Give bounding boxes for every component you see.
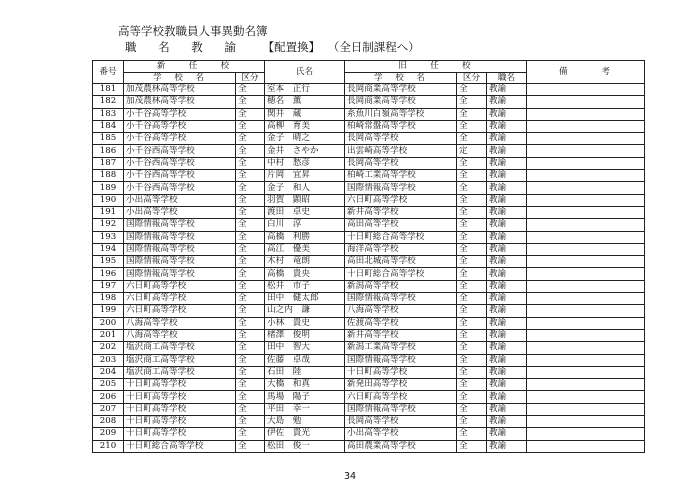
old-job-title: 教諭 [487, 243, 527, 255]
new-school-name: 六日町高等学校 [124, 305, 236, 317]
new-division: 全 [236, 206, 265, 218]
row-number: 192 [93, 219, 124, 231]
remarks-cell [527, 293, 645, 305]
document-title: 高等学校教職員人事異動名簿 [118, 24, 268, 38]
old-division: 全 [457, 170, 487, 182]
new-division: 全 [236, 354, 265, 366]
new-division: 全 [236, 170, 265, 182]
new-division: 全 [236, 329, 265, 341]
old-division: 全 [457, 391, 487, 403]
teacher-name: 金井 さやか [265, 145, 345, 157]
old-job-title: 教諭 [487, 145, 527, 157]
new-school-name: 十日町高等学校 [124, 403, 236, 415]
row-number: 193 [93, 231, 124, 243]
old-job-title: 教諭 [487, 391, 527, 403]
table-row [93, 293, 645, 305]
row-number: 202 [93, 342, 124, 354]
teacher-name: 大橋 和真 [265, 379, 345, 391]
row-number: 209 [93, 428, 124, 440]
row-number: 197 [93, 280, 124, 292]
new-school-name: 小千谷高等学校 [124, 133, 236, 145]
old-division: 全 [457, 416, 487, 428]
remarks-cell [527, 219, 645, 231]
row-number: 200 [93, 317, 124, 329]
old-job-title: 教諭 [487, 403, 527, 415]
table-row [93, 268, 645, 280]
document-subtitle [125, 39, 420, 55]
old-school-name: 糸魚川白嶺高等学校 [345, 108, 457, 120]
old-division: 全 [457, 96, 487, 108]
new-school-name: 小出高等学校 [124, 194, 236, 206]
table-row [93, 96, 645, 108]
old-division: 全 [457, 120, 487, 132]
old-job-title: 教諭 [487, 231, 527, 243]
new-division: 全 [236, 416, 265, 428]
new-school-name: 十日町高等学校 [124, 416, 236, 428]
old-school-name: 新井高等学校 [345, 206, 457, 218]
old-division: 全 [457, 243, 487, 255]
new-division: 全 [236, 256, 265, 268]
remarks-cell [527, 170, 645, 182]
teacher-name: 中村 愁彦 [265, 157, 345, 169]
remarks-cell [527, 84, 645, 96]
teacher-name: 田中 智大 [265, 342, 345, 354]
new-school-name: 加茂農林高等学校 [124, 84, 236, 96]
header-name: 氏名 [265, 61, 345, 84]
personnel-transfer-table [92, 60, 645, 453]
table-row [93, 329, 645, 341]
header-old-post: 旧 任 校 [345, 61, 527, 73]
old-division: 全 [457, 317, 487, 329]
teacher-name: 高柳 育美 [265, 120, 345, 132]
old-division: 全 [457, 354, 487, 366]
remarks-cell [527, 231, 645, 243]
row-number: 198 [93, 293, 124, 305]
table-row [93, 391, 645, 403]
table-row [93, 194, 645, 206]
new-division: 全 [236, 268, 265, 280]
old-division: 全 [457, 428, 487, 440]
new-division: 全 [236, 182, 265, 194]
old-school-name: 佐渡高等学校 [345, 317, 457, 329]
old-job-title: 教諭 [487, 293, 527, 305]
row-number: 188 [93, 170, 124, 182]
header-number: 番号 [93, 61, 124, 84]
remarks-cell [527, 206, 645, 218]
remarks-cell [527, 391, 645, 403]
old-job-title: 教諭 [487, 194, 527, 206]
new-division: 全 [236, 403, 265, 415]
new-school-name: 八海高等学校 [124, 317, 236, 329]
table-row [93, 305, 645, 317]
table-row [93, 170, 645, 182]
old-job-title: 教諭 [487, 206, 527, 218]
table-row [93, 133, 645, 145]
new-division: 全 [236, 440, 265, 452]
old-job-title: 教諭 [487, 379, 527, 391]
new-division: 全 [236, 157, 265, 169]
remarks-cell [527, 243, 645, 255]
old-school-name: 六日町高等学校 [345, 194, 457, 206]
new-school-name: 塩沢商工高等学校 [124, 354, 236, 366]
new-division: 全 [236, 243, 265, 255]
remarks-cell [527, 182, 645, 194]
new-school-name: 六日町高等学校 [124, 280, 236, 292]
new-division: 全 [236, 305, 265, 317]
remarks-cell [527, 133, 645, 145]
teacher-name: 大島 勉 [265, 416, 345, 428]
new-school-name: 国際情報高等学校 [124, 256, 236, 268]
old-school-name: 六日町高等学校 [345, 391, 457, 403]
new-division: 全 [236, 133, 265, 145]
new-division: 全 [236, 145, 265, 157]
row-number: 201 [93, 329, 124, 341]
teacher-name: 関井 蔵 [265, 108, 345, 120]
table-row [93, 317, 645, 329]
header-old-division: 区分 [457, 72, 487, 84]
teacher-name: 片岡 宜昇 [265, 170, 345, 182]
old-division: 全 [457, 379, 487, 391]
row-number: 207 [93, 403, 124, 415]
old-job-title: 教諭 [487, 280, 527, 292]
remarks-cell [527, 145, 645, 157]
course-category-label: （全日制課程へ） [327, 40, 420, 54]
teacher-name: 松井 市子 [265, 280, 345, 292]
old-division: 全 [457, 293, 487, 305]
old-job-title: 教諭 [487, 256, 527, 268]
remarks-cell [527, 280, 645, 292]
new-school-name: 国際情報高等学校 [124, 231, 236, 243]
table-row [93, 157, 645, 169]
old-job-title: 教諭 [487, 268, 527, 280]
old-school-name: 長岡商業高等学校 [345, 84, 457, 96]
old-school-name: 八海高等学校 [345, 305, 457, 317]
remarks-cell [527, 317, 645, 329]
new-division: 全 [236, 231, 265, 243]
remarks-cell [527, 329, 645, 341]
remarks-cell [527, 440, 645, 452]
teacher-name: 白川 淳 [265, 219, 345, 231]
table-row [93, 243, 645, 255]
teacher-name: 佐藤 卓哉 [265, 354, 345, 366]
new-school-name: 小千谷西高等学校 [124, 182, 236, 194]
teacher-name: 伊佐 貴光 [265, 428, 345, 440]
new-school-name: 十日町総合高等学校 [124, 440, 236, 452]
row-number: 181 [93, 84, 124, 96]
new-division: 全 [236, 280, 265, 292]
new-school-name: 国際情報高等学校 [124, 268, 236, 280]
old-division: 全 [457, 231, 487, 243]
old-school-name: 小出高等学校 [345, 428, 457, 440]
role-label: 職 名 教 諭 [125, 40, 245, 54]
row-number: 206 [93, 391, 124, 403]
old-division: 全 [457, 219, 487, 231]
teacher-name: 松田 俊一 [265, 440, 345, 452]
old-school-name: 十日町高等学校 [345, 366, 457, 378]
old-job-title: 教諭 [487, 428, 527, 440]
header-new-post: 新 任 校 [124, 61, 265, 73]
old-school-name: 長岡高等学校 [345, 157, 457, 169]
table-row [93, 182, 645, 194]
remarks-cell [527, 268, 645, 280]
teacher-name: 羽賀 顕昭 [265, 194, 345, 206]
remarks-cell [527, 96, 645, 108]
old-division: 全 [457, 280, 487, 292]
old-school-name: 長岡高等学校 [345, 133, 457, 145]
old-division: 全 [457, 440, 487, 452]
new-school-name: 小千谷西高等学校 [124, 145, 236, 157]
new-division: 全 [236, 379, 265, 391]
row-number: 195 [93, 256, 124, 268]
table-row [93, 416, 645, 428]
old-division: 全 [457, 108, 487, 120]
teacher-name: 高橋 貴央 [265, 268, 345, 280]
row-number: 184 [93, 120, 124, 132]
old-school-name: 国際情報高等学校 [345, 354, 457, 366]
new-division: 全 [236, 219, 265, 231]
header-old-school-name: 学 校 名 [345, 72, 457, 84]
new-division: 全 [236, 194, 265, 206]
remarks-cell [527, 403, 645, 415]
old-job-title: 教諭 [487, 219, 527, 231]
old-division: 全 [457, 305, 487, 317]
table-row [93, 206, 645, 218]
old-school-name: 新潟工業高等学校 [345, 342, 457, 354]
table-row [93, 145, 645, 157]
old-school-name: 国際情報高等学校 [345, 182, 457, 194]
row-number: 204 [93, 366, 124, 378]
old-division: 全 [457, 206, 487, 218]
table-row [93, 108, 645, 120]
teacher-name: 高江 優美 [265, 243, 345, 255]
old-job-title: 教諭 [487, 329, 527, 341]
new-school-name: 十日町高等学校 [124, 379, 236, 391]
old-job-title: 教諭 [487, 354, 527, 366]
old-school-name: 柏崎常盤高等学校 [345, 120, 457, 132]
row-number: 185 [93, 133, 124, 145]
new-school-name: 国際情報高等学校 [124, 243, 236, 255]
old-school-name: 十日町総合高等学校 [345, 268, 457, 280]
old-school-name: 高田北城高等学校 [345, 256, 457, 268]
table-row [93, 440, 645, 452]
new-school-name: 六日町高等学校 [124, 293, 236, 305]
teacher-name: 馬場 陽子 [265, 391, 345, 403]
row-number: 199 [93, 305, 124, 317]
old-school-name: 出雲崎高等学校 [345, 145, 457, 157]
old-job-title: 教諭 [487, 157, 527, 169]
table-row [93, 280, 645, 292]
header-new-division: 区分 [236, 72, 265, 84]
teacher-name: 小林 貴史 [265, 317, 345, 329]
table-row [93, 379, 645, 391]
teacher-name: 穂名 薫 [265, 96, 345, 108]
teacher-name: 山之内 謙 [265, 305, 345, 317]
remarks-cell [527, 157, 645, 169]
new-school-name: 十日町高等学校 [124, 391, 236, 403]
old-division: 全 [457, 194, 487, 206]
row-number: 190 [93, 194, 124, 206]
new-division: 全 [236, 84, 265, 96]
remarks-cell [527, 428, 645, 440]
old-division: 全 [457, 342, 487, 354]
table-row [93, 219, 645, 231]
teacher-name: 高橋 利勝 [265, 231, 345, 243]
page-number: 34 [343, 471, 357, 482]
table-row [93, 84, 645, 96]
old-school-name: 高田高等学校 [345, 219, 457, 231]
new-division: 全 [236, 342, 265, 354]
old-job-title: 教諭 [487, 84, 527, 96]
teacher-name: 石田 陸 [265, 366, 345, 378]
remarks-cell [527, 354, 645, 366]
old-job-title: 教諭 [487, 96, 527, 108]
remarks-cell [527, 305, 645, 317]
table-row [93, 231, 645, 243]
table-row [93, 403, 645, 415]
old-division: 全 [457, 133, 487, 145]
teacher-name: 楮澤 俊明 [265, 329, 345, 341]
old-division: 全 [457, 157, 487, 169]
row-number: 205 [93, 379, 124, 391]
new-school-name: 加茂農林高等学校 [124, 96, 236, 108]
new-school-name: 小千谷西高等学校 [124, 157, 236, 169]
teacher-name: 金子 晴之 [265, 133, 345, 145]
new-school-name: 八海高等学校 [124, 329, 236, 341]
old-job-title: 教諭 [487, 416, 527, 428]
remarks-cell [527, 256, 645, 268]
old-division: 全 [457, 268, 487, 280]
old-job-title: 教諭 [487, 317, 527, 329]
old-job-title: 教諭 [487, 120, 527, 132]
old-school-name: 柏崎工業高等学校 [345, 170, 457, 182]
new-division: 全 [236, 428, 265, 440]
row-number: 208 [93, 416, 124, 428]
row-number: 186 [93, 145, 124, 157]
new-school-name: 塩沢商工高等学校 [124, 366, 236, 378]
new-school-name: 小千谷西高等学校 [124, 170, 236, 182]
remarks-cell [527, 194, 645, 206]
new-division: 全 [236, 293, 265, 305]
new-division: 全 [236, 391, 265, 403]
remarks-cell [527, 342, 645, 354]
new-school-name: 塩沢商工高等学校 [124, 342, 236, 354]
old-school-name: 国際情報高等学校 [345, 403, 457, 415]
remarks-cell [527, 120, 645, 132]
new-school-name: 国際情報高等学校 [124, 219, 236, 231]
old-job-title: 教諭 [487, 366, 527, 378]
old-division: 全 [457, 329, 487, 341]
teacher-name: 室本 正行 [265, 84, 345, 96]
old-job-title: 教諭 [487, 440, 527, 452]
row-number: 210 [93, 440, 124, 452]
header-old-title: 職名 [487, 72, 527, 84]
row-number: 189 [93, 182, 124, 194]
new-division: 全 [236, 96, 265, 108]
row-number: 191 [93, 206, 124, 218]
new-division: 全 [236, 317, 265, 329]
old-school-name: 新発田高等学校 [345, 379, 457, 391]
teacher-name: 平田 幸一 [265, 403, 345, 415]
old-school-name: 国際情報高等学校 [345, 293, 457, 305]
old-school-name: 長岡商業高等学校 [345, 96, 457, 108]
row-number: 196 [93, 268, 124, 280]
old-school-name: 海洋高等学校 [345, 243, 457, 255]
new-school-name: 小千谷高等学校 [124, 108, 236, 120]
new-school-name: 小出高等学校 [124, 206, 236, 218]
old-job-title: 教諭 [487, 170, 527, 182]
old-school-name: 長岡高等学校 [345, 416, 457, 428]
old-school-name: 十日町総合高等学校 [345, 231, 457, 243]
teacher-name: 木村 竜朗 [265, 256, 345, 268]
header-new-school-name: 学 校 名 [124, 72, 236, 84]
old-division: 定 [457, 145, 487, 157]
table-row [93, 342, 645, 354]
teacher-name: 田中 健太郎 [265, 293, 345, 305]
remarks-cell [527, 416, 645, 428]
remarks-cell [527, 379, 645, 391]
table-row [93, 120, 645, 132]
new-school-name: 小千谷高等学校 [124, 120, 236, 132]
old-school-name: 新潟高等学校 [345, 280, 457, 292]
table-row [93, 354, 645, 366]
row-number: 203 [93, 354, 124, 366]
header-remarks: 備 考 [527, 61, 645, 84]
old-division: 全 [457, 256, 487, 268]
teacher-name: 渡田 卓史 [265, 206, 345, 218]
new-division: 全 [236, 366, 265, 378]
table-row [93, 256, 645, 268]
old-division: 全 [457, 84, 487, 96]
old-school-name: 新井高等学校 [345, 329, 457, 341]
transfer-type-label: 【配置換】 [262, 40, 321, 54]
old-job-title: 教諭 [487, 133, 527, 145]
old-job-title: 教諭 [487, 182, 527, 194]
table-row [93, 366, 645, 378]
new-school-name: 十日町高等学校 [124, 428, 236, 440]
old-division: 全 [457, 403, 487, 415]
remarks-cell [527, 366, 645, 378]
new-division: 全 [236, 108, 265, 120]
row-number: 187 [93, 157, 124, 169]
row-number: 182 [93, 96, 124, 108]
old-job-title: 教諭 [487, 108, 527, 120]
old-division: 全 [457, 366, 487, 378]
row-number: 194 [93, 243, 124, 255]
remarks-cell [527, 108, 645, 120]
old-job-title: 教諭 [487, 305, 527, 317]
new-division: 全 [236, 120, 265, 132]
teacher-name: 金子 和人 [265, 182, 345, 194]
row-number: 183 [93, 108, 124, 120]
old-division: 全 [457, 182, 487, 194]
table-row [93, 428, 645, 440]
old-school-name: 高田農業高等学校 [345, 440, 457, 452]
old-job-title: 教諭 [487, 342, 527, 354]
